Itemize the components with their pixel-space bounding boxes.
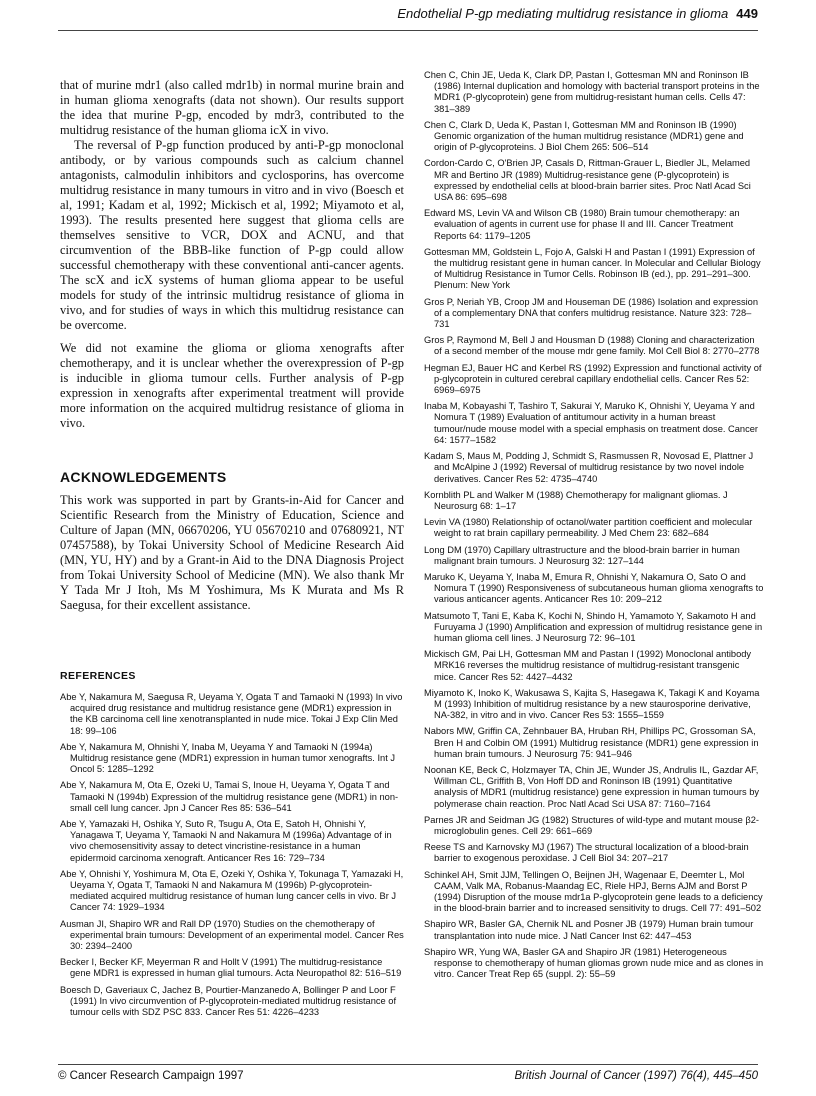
references-left	[60, 670, 404, 1023]
reference-list-right	[424, 70, 764, 980]
reference-entry: Edward MS, Levin VA and Wilson CB (1980) Brain tumour chemotherapy: an evaluation of agents in current use for phase II and III. Cancer Treatment Reports 64: 1179–1205	[424, 208, 740, 241]
reference-entry: Chen C, Chin JE, Ueda K, Clark DP, Pastan I, Gottesman MN and Roninson IB (1986) Internal duplication and homology with bacterial transport proteins in the MDR1 (P-glycoprotein) gene from multidrug-resistant human cells. Cells 47: 381–389	[424, 70, 760, 114]
reference-entry: Abe Y, Yamazaki H, Oshika Y, Suto R, Tsugu A, Ota E, Satoh H, Ohnishi Y, Yanagawa T, Ueyama Y, Tamaoki N and Nakamura M (1996a) Advantage of in vivo chemosensitivity assay to detect vincristine-resistance in a human epidermoid carcinoma xenograft. Anticancer Res 16: 729–734	[60, 819, 392, 863]
reference-entry: Boesch D, Gaveriaux C, Jachez B, Pourtier-Manzanedo A, Bollinger P and Loor F (1991) In vivo circumvention of P-glycoprotein-mediated multidrug resistance of tumour cells with SDZ PSC 833. Cancer Res 51: 4226–4233	[60, 984, 397, 1018]
body-paragraph: that of murine mdr1 (also called mdr1b) in normal murine brain and in human glioma xenografts (data not shown). Our results support the idea that murine P-gp, encoded by mdr3, contributed to the multidrug resistance of the human glioma icX in vivo.	[60, 78, 404, 137]
reference-entry: Gottesman MM, Goldstein L, Fojo A, Galski H and Pastan I (1991) Expression of the multidrug resistant gene in human cancer. In Molecular and Cellular Biology of Multidrug Resistance in Tumor Cells. Robinson IB (ed.), pp. 291–291–300. Plenum: New York	[424, 246, 761, 291]
running-title: Endothelial P-gp mediating multidrug resistance in glioma	[397, 6, 729, 21]
body-paragraph: We did not examine the glioma or glioma xenografts after chemotherapy, and it is unclear whether the overexpression of P-gp is inducible in glioma tumour cells. Further analysis of P-gp expression in xenografts after experimental treatment will provide more information on the acquired multidrug resistance of glioma in vivo.	[60, 341, 404, 430]
reference-entry: Maruko K, Ueyama Y, Inaba M, Emura R, Ohnishi Y, Nakamura O, Sato O and Nomura T (1990) Responsiveness of subcutaneous human glioma xenografts to various anticancer agents. Anticancer Res 10: 209–212	[424, 571, 764, 605]
reference-entry: Kadam S, Maus M, Podding J, Schmidt S, Rasmussen R, Novosad E, Plattner J and McAlpine J (1992) Reversal of multidrug resistance by two novel indole derivatives. Cancer Res 52: 4735–4740	[424, 451, 754, 484]
header-rule	[58, 30, 758, 31]
reference-entry: Parnes JR and Seidman JG (1982) Structures of wild-type and mutant mouse β2-microglobulin genes. Cell 29: 661–669	[424, 814, 760, 836]
reference-entry: Ausman JI, Shapiro WR and Rall DP (1970) Studies on the chemotherapy of experimental brain tumours: Development of an experimental model. Cancer Res 30: 2394–2400	[60, 918, 404, 952]
page-number: 449	[736, 6, 758, 21]
acknowledgements-text: This work was supported in part by Grants-in-Aid for Cancer and Scientific Research from the Ministry of Education, Science and Culture of Japan (MN, 06670206, YU 05670210 and 07680921, NT 07457588), by Tokai University School of Medicine Research Aid (MN, YU, HY) and by a Grant-in Aid to the DNA Diagnosis Project from Tokai University School of Medicine (MN). We also thank Mr Y Tada Mr J Itoh, Ms M Yoshimura, Ms K Murata and Ms R Saegusa, for their excellent assistance.	[60, 493, 404, 612]
reference-entry: Chen C, Clark D, Ueda K, Pastan I, Gottesman MM and Roninson IB (1990) Genomic organization of the human multidrug resistance (MDR1) gene and origin of P-glycoproteins. J Biol Chem 265: 506–514	[424, 119, 744, 153]
reference-entry: Reese TS and Karnovsky MJ (1967) The structural localization of a blood-brain barrier to exogenous peroxidase. J Cell Biol 34: 207–217	[424, 842, 749, 864]
reference-entry: Abe Y, Nakamura M, Saegusa R, Ueyama Y, Ogata T and Tamaoki N (1993) In vivo acquired drug resistance and multidrug resistance gene (MDR1) expression in the KB carcinoma cell line xenotransplanted in nude mice. Tokai J Exp Clin Med 18: 99–106	[60, 692, 403, 736]
reference-entry: Kornblith PL and Walker M (1988) Chemotherapy for malignant gliomas. J Neurosurg 68: 1–17	[424, 489, 728, 511]
reference-entry: Becker I, Becker KF, Meyerman R and Hollt V (1991) The multidrug-resistance gene MDR1 is expressed in human glial tumours. Acta Neuropathol 82: 516–519	[60, 957, 402, 979]
reference-entry: Abe Y, Nakamura M, Ohnishi Y, Inaba M, Ueyama Y and Tamaoki N (1994a) Multidrug resistance gene (MDR1) expression in human tumor xenografts. Int J Oncol 5: 1285–1292	[60, 741, 396, 775]
references-heading: REFERENCES	[60, 670, 136, 682]
reference-entry: Schinkel AH, Smit JJM, Tellingen O, Beijnen JH, Wagenaar E, Deemter L, Mol CAAM, Valk MA, Robanus-Maandag EC, Riele HPJ, Berns AJM and Borst P (1994) Disruption of the mouse mdr1a P-glycoprotein gene leads to a deficiency in the blood-brain barrier and to increased sensitivity to drugs. Cell 77: 491–502	[424, 869, 763, 914]
reference-entry: Noonan KE, Beck C, Holzmayer TA, Chin JE, Wunder JS, Andrulis IL, Gazdar AF, Willman CL, Griffith B, Von Hoff DD and Roninson IB (1991) Quantitative analysis of MDR1 (multidrug resistance) gene expression in human tumours by polymerase chain reaction. Proc Natl Acad Sci USA 87: 7160–7164	[424, 764, 760, 809]
reference-entry: Long DM (1970) Capillary ultrastructure and the blood-brain barrier in human malignant brain tumours. J Neurosurg 32: 127–144	[424, 544, 740, 566]
reference-entry: Shapiro WR, Basler GA, Chernik NL and Posner JB (1979) Human brain tumour transplantation into nude mice. J Natl Cancer Inst 62: 447–453	[424, 919, 754, 941]
journal-citation-footer: British Journal of Cancer (1997) 76(4), 445–450	[514, 1070, 758, 1082]
reference-entry: Hegman EJ, Bauer HC and Kerbel RS (1992) Expression and functional activity of p-glycoprotein in cultured cerebral capillary endothelial cells. Cancer Res 52: 6969–6975	[424, 362, 762, 396]
reference-entry: Miyamoto K, Inoko K, Wakusawa S, Kajita S, Hasegawa K, Takagi K and Koyama M (1993) Inhibition of multidrug resistance by a new staurosporine derivative, NA-382, in vitro and in vivo. Cancer Res 53: 1555–1559	[424, 687, 760, 721]
body-paragraph: The reversal of P-gp function produced by anti-P-gp monoclonal antibody, or by various compounds such as calcium channel antagonists, calmodulin inhibitors and cyclosporins, has overcome multidrug resistance in many tumours in vitro and in vivo (Boesch et al, 1991; Kadam et al, 1992; Mickisch et al, 1992; Miyamoto et al, 1993). The results presented here suggest that glioma cells are themselves sensitive to VCR, DOX and ACNU, and that circumvention of the BBB-like function of P-gp could allow successful chemotherapy with these conventional anti-cancer agents. The scX and icX systems of human glioma appear to be useful models for study of the intrinsic multidrug resistance of glioma in vivo, and for studies of ways in which this multidrug resistance can be overcome.	[60, 138, 404, 332]
reference-entry: Levin VA (1980) Relationship of octanol/water partition coefficient and molecular weight to rat brain capillary permeability. J Med Chem 23: 682–684	[424, 517, 753, 539]
reference-entry: Nabors MW, Griffin CA, Zehnbauer BA, Hruban RH, Phillips PC, Grossoman SA, Bren H and Colbin OM (1991) Multidrug resistance (MDR1) gene expression in human brain tumours. J Neurosurg 75: 941–946	[424, 726, 759, 759]
copyright-footer: © Cancer Research Campaign 1997	[58, 1070, 244, 1082]
reference-entry: Gros P, Neriah YB, Croop JM and Houseman DE (1986) Isolation and expression of a complementary DNA that confers multidrug resistance. Nature 323: 728–731	[424, 296, 759, 330]
running-header	[397, 6, 758, 21]
reference-entry: Abe Y, Nakamura M, Ota E, Ozeki U, Tamai S, Inoue H, Ueyama Y, Ogata T and Tamaoki N (1994b) Expression of the multidrug resistance gene (MDR1) in non-small cell lung cancer. Jpn J Cancer Res 85: 536–541	[60, 780, 399, 813]
reference-entry: Gros P, Raymond M, Bell J and Housman D (1988) Cloning and characterization of a second member of the mouse mdr gene family. Mol Cell Biol 8: 2770–2778	[424, 335, 760, 357]
reference-entry: Cordon-Cardo C, O'Brien JP, Casals D, Rittman-Grauer L, Biedler JL, Melamed MR and Bertino JR (1989) Multidrug-resistance gene (P-glycoprotein) is expressed by endothelial cells at blood-brain barrier sites. Proc Natl Acad Sci USA 86: 695–698	[424, 158, 751, 203]
references-right	[424, 70, 764, 985]
acknowledgements-heading: ACKNOWLEDGEMENTS	[60, 469, 227, 485]
left-column	[60, 78, 404, 613]
footer-rule	[58, 1064, 758, 1065]
reference-entry: Inaba M, Kobayashi T, Tashiro T, Sakurai Y, Maruko K, Ohnishi Y, Ueyama Y and Nomura T (1989) Evaluation of antitumour activity in a human breast tumour/nude mouse model with a special emphasis on treatment dose. Cancer 64: 1577–1582	[424, 401, 759, 445]
reference-entry: Mickisch GM, Pai LH, Gottesman MM and Pastan I (1992) Monoclonal antibody MRK16 reverses the multidrug resistance of multidrug-resistant transgenic mice. Cancer Res 52: 4427–4432	[424, 649, 752, 682]
reference-list-left	[60, 692, 404, 1018]
reference-entry: Matsumoto T, Tani E, Kaba K, Kochi N, Shindo H, Yamamoto Y, Sakamoto H and Furuyama J (1990) Amplification and expression of multidrug resistance gene in human glioma cell lines. J Neurosurg 72: 96–101	[424, 610, 763, 643]
reference-entry: Abe Y, Ohnishi Y, Yoshimura M, Ota E, Ozeki Y, Oshika Y, Tokunaga T, Yamazaki H, Ueyama Y, Ogata T, Tamaoki N and Nakamura M (1996b) P-glycoprotein-mediated acquired multidrug resistance of human lung cancer cells in vivo. Br J Cancer 74: 1929–1934	[60, 868, 404, 913]
reference-entry: Shapiro WR, Yung WA, Basler GA and Shapiro JR (1981) Heterogeneous response to chemotherapy of human gliomas grown nude mice and as clones in vitro. Cancer Treat Rep 65 (suppl. 2): 55–59	[424, 946, 764, 980]
